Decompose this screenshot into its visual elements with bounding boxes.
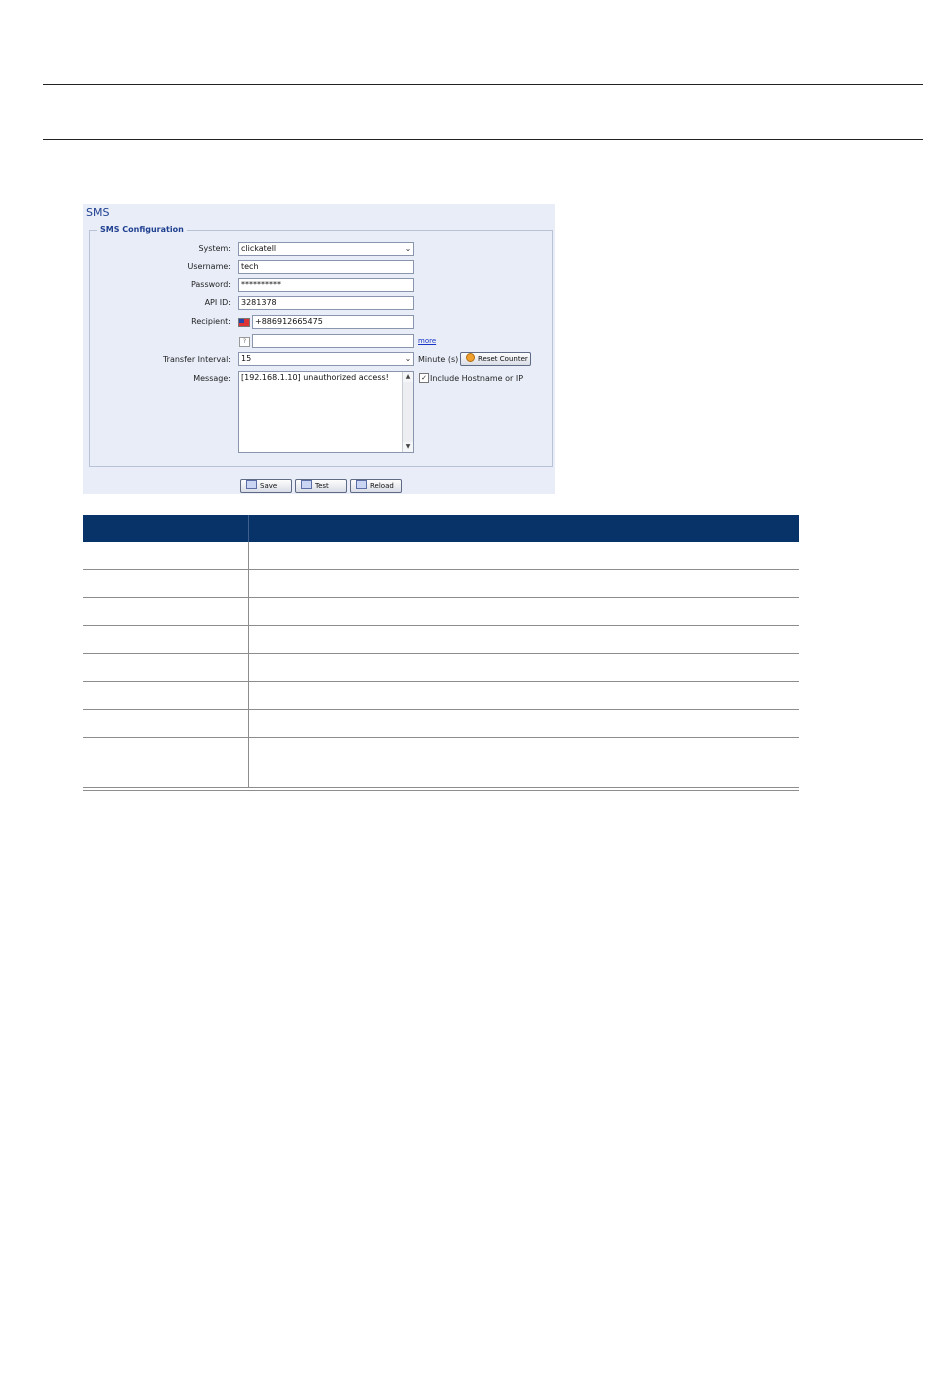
interval-value: 15 [241, 354, 252, 363]
test-button[interactable] [295, 479, 347, 493]
api-id-input[interactable]: 3281378 [238, 296, 414, 310]
column-divider [248, 515, 249, 542]
api-id-label: API ID: [204, 298, 231, 307]
table-row [83, 598, 799, 626]
message-textarea[interactable] [238, 371, 414, 453]
password-label: Password: [190, 280, 231, 289]
recipient-label: Recipient: [191, 317, 231, 326]
fieldset-legend: SMS Configuration [97, 225, 187, 234]
chevron-down-icon: ⌄ [404, 244, 412, 253]
column-divider [248, 542, 249, 569]
chevron-down-icon: ⌄ [404, 354, 412, 363]
column-divider [248, 710, 249, 737]
scroll-up-icon[interactable]: ▲ [403, 372, 413, 382]
column-divider [248, 626, 249, 653]
flag-icon[interactable] [238, 318, 250, 327]
table-row [83, 626, 799, 654]
save-label: Save [260, 482, 278, 490]
extra-recipient-input[interactable] [252, 334, 414, 348]
system-label: System: [198, 244, 231, 253]
system-select[interactable] [238, 242, 414, 256]
table-row [83, 682, 799, 710]
include-hostname-label: Include Hostname or IP [430, 374, 524, 383]
refresh-icon [466, 353, 475, 362]
save-icon [246, 480, 257, 489]
reset-counter-label: Reset Counter [478, 355, 528, 363]
column-divider [248, 682, 249, 709]
reload-icon [356, 480, 367, 489]
panel-title: SMS [86, 206, 110, 219]
reload-label: Reload [370, 482, 394, 490]
test-label: Test [315, 482, 329, 490]
reset-counter-button[interactable] [460, 352, 531, 366]
header-rule-top [43, 84, 923, 85]
table-row [83, 654, 799, 682]
message-label: Message: [193, 374, 231, 383]
test-icon [301, 480, 312, 489]
save-button[interactable] [240, 479, 292, 493]
system-value: clickatell [241, 244, 277, 253]
table-row [83, 710, 799, 738]
username-label: Username: [187, 262, 231, 271]
username-input[interactable]: tech [238, 260, 414, 274]
password-input[interactable]: ********** [238, 278, 414, 292]
message-value: [192.168.1.10] unauthorized access! [241, 373, 389, 382]
scroll-down-icon[interactable]: ▼ [403, 442, 413, 452]
sms-config-screenshot [83, 204, 555, 494]
message-scrollbar[interactable] [402, 372, 413, 452]
more-link[interactable]: more [418, 337, 437, 345]
interval-unit: Minute (s) [418, 355, 459, 364]
interval-select[interactable] [238, 352, 414, 366]
reload-button[interactable] [350, 479, 402, 493]
interval-label: Transfer Interval: [162, 355, 231, 364]
help-icon[interactable]: ? [239, 337, 250, 347]
table-row [83, 570, 799, 598]
column-divider [248, 654, 249, 681]
header-rule-bottom [43, 139, 923, 140]
recipient-input[interactable]: +886912665475 [252, 315, 414, 329]
column-divider [248, 598, 249, 625]
column-divider [248, 570, 249, 597]
table-row [83, 542, 799, 570]
table-bottom-rule [83, 790, 799, 791]
include-hostname-checkbox[interactable]: ✓ [419, 373, 429, 383]
table-header [83, 515, 799, 542]
table-row [83, 738, 799, 788]
column-divider [248, 738, 249, 787]
